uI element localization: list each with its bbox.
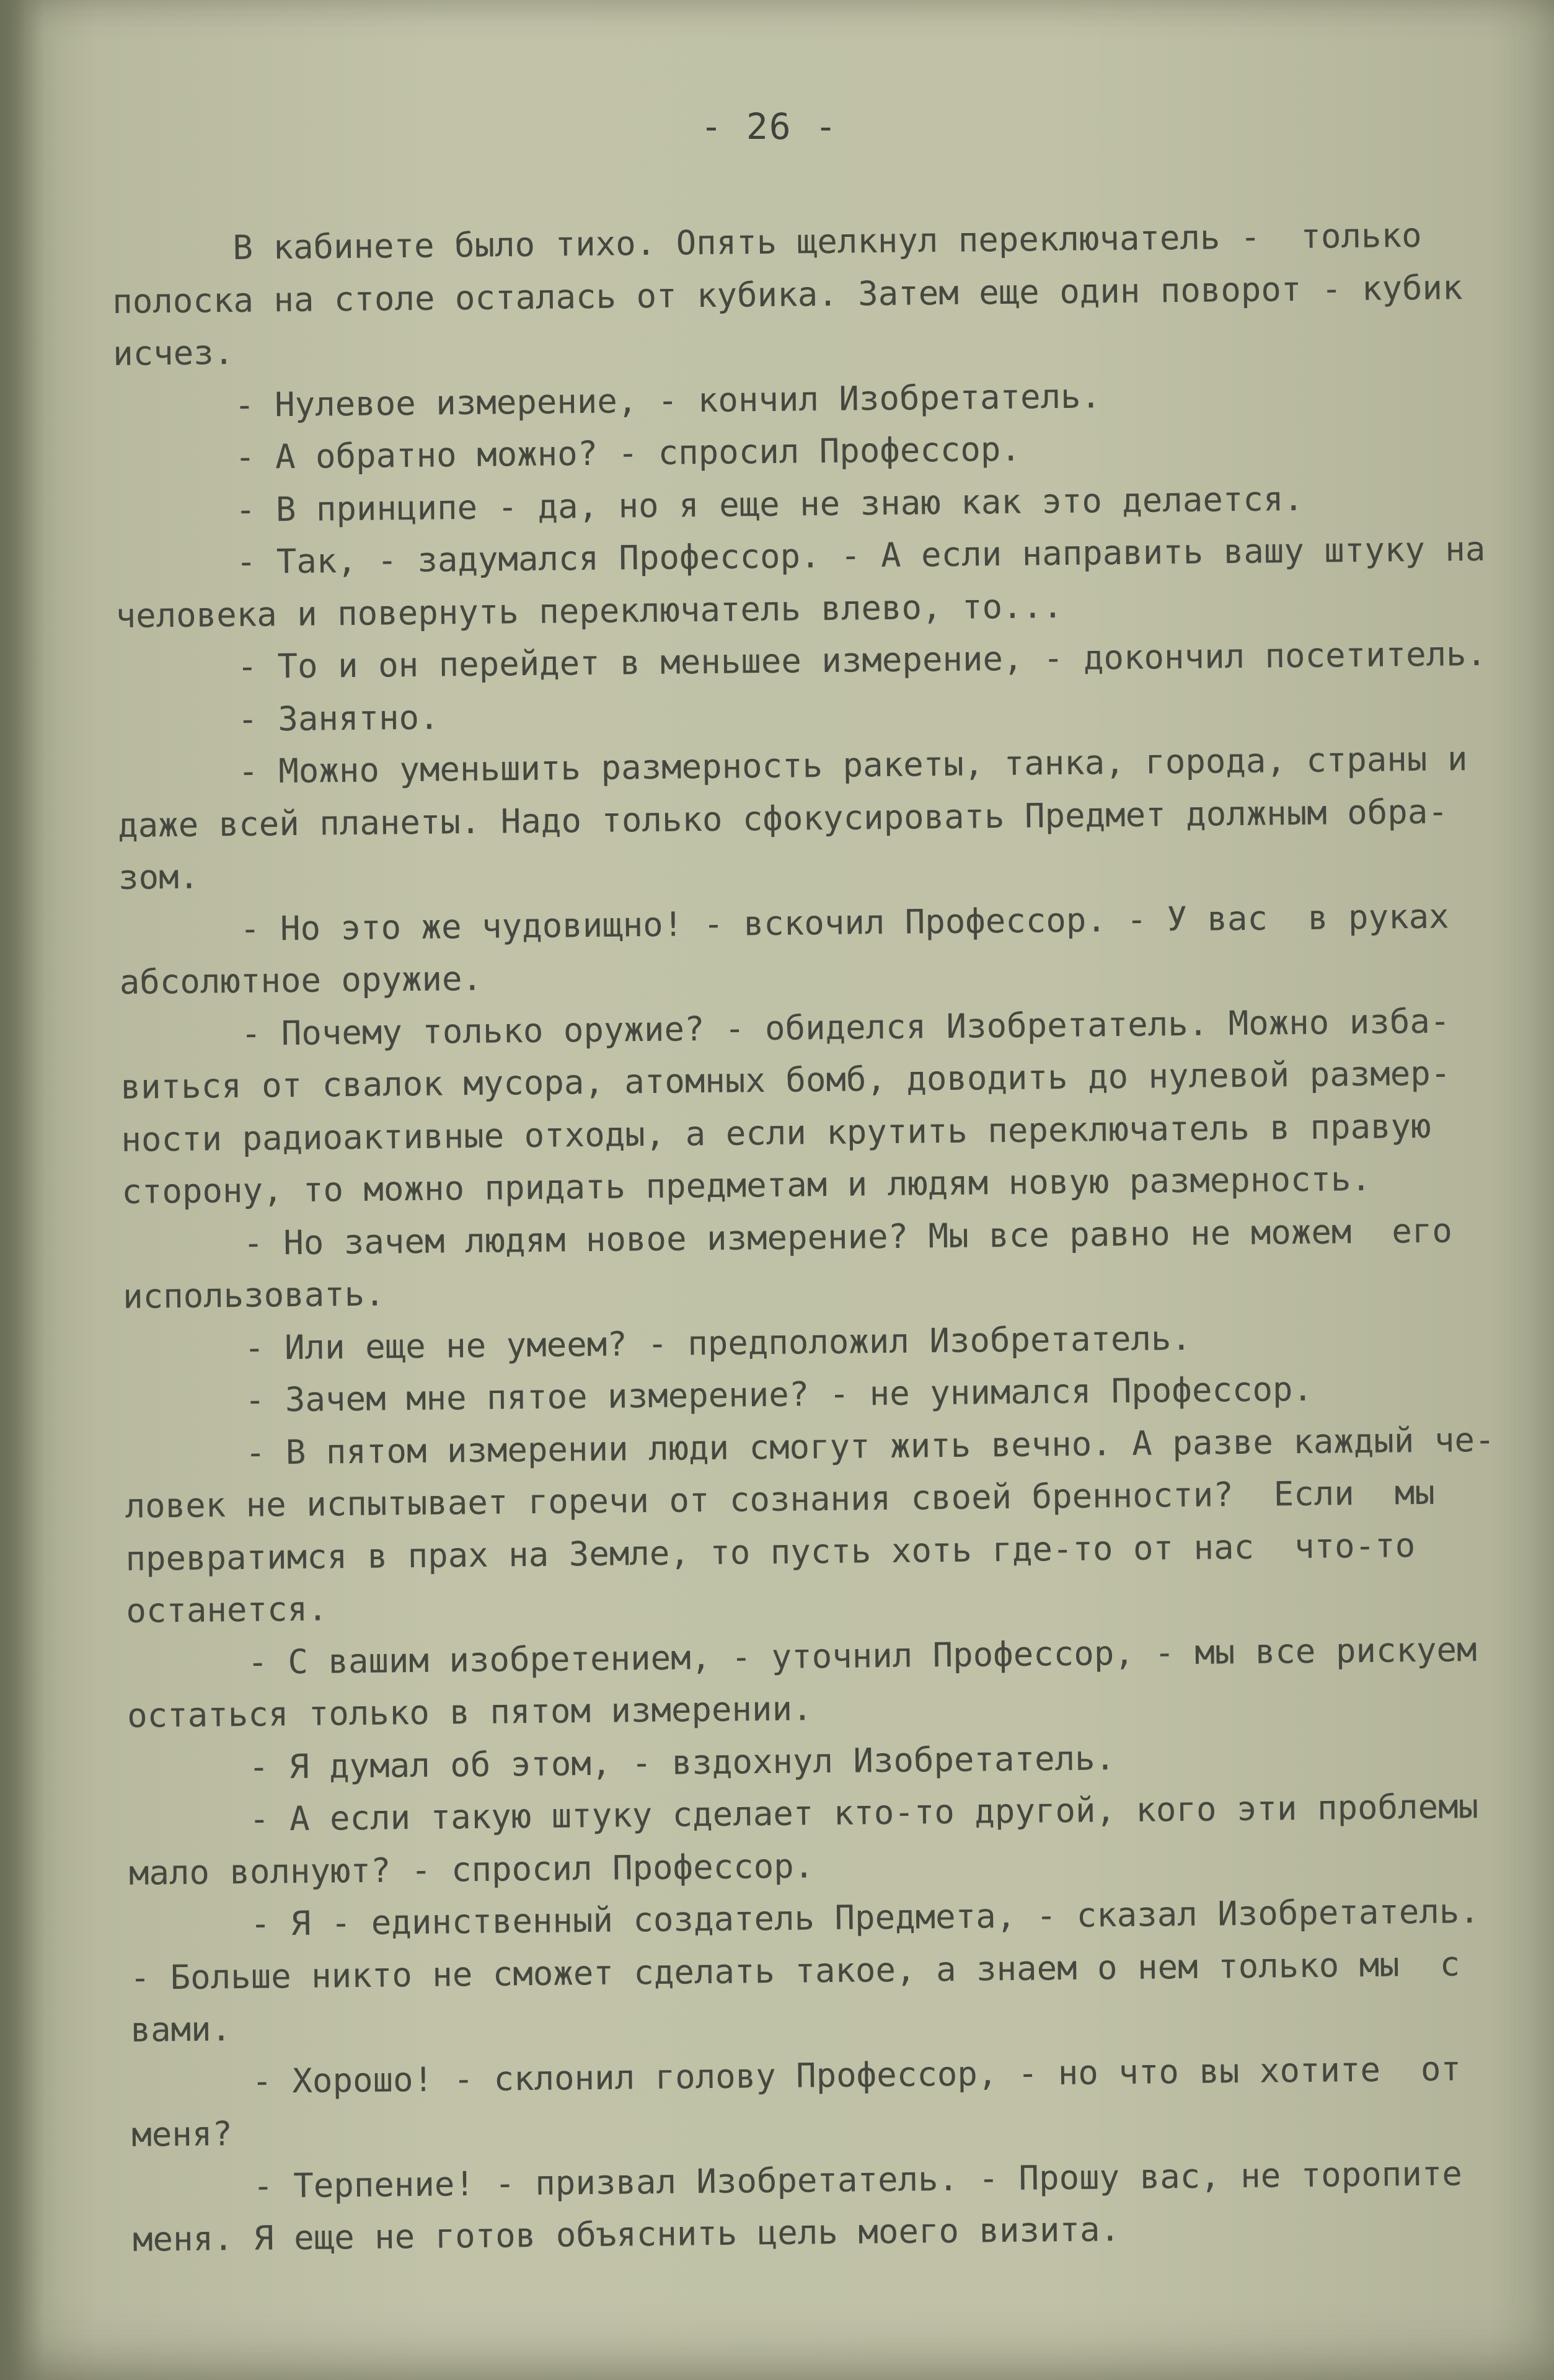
page-number: - 26 -	[700, 105, 838, 148]
text-line: - Хорошо! - склонил голову Профессор, - но что вы хотите от	[131, 2048, 1462, 2102]
text-line: - Я - единственный создатель Предмета, - сказал Изобретатель.	[129, 1891, 1480, 1945]
page-binding-shadow	[0, 0, 43, 2380]
text-line: - Можно уменьшить размерность ракеты, танка, города, страны и	[117, 739, 1468, 792]
text-line: зом.	[118, 857, 200, 897]
text-line: - Больше никто не сможет сделать такое, а знаем о нем только мы с	[130, 1944, 1460, 1997]
text-line: - Но это же чудовищно! - вскочил Профессор. - У вас в руках	[118, 896, 1449, 950]
text-line: превратимся в прах на Земле, то пусть хоть где-то от нас что-то	[125, 1525, 1416, 1578]
text-line: остаться только в пятом измерении.	[126, 1689, 813, 1735]
text-line: человека и повернуть переключатель влево, то...	[115, 586, 1063, 635]
text-line: - В принципе - да, но я еще не знаю как это делается.	[114, 479, 1304, 531]
text-line: - Я думал об этом, - вздохнул Изобретатель.	[127, 1738, 1116, 1788]
text-line: меня?	[131, 2114, 233, 2154]
text-line: - Зачем мне пятое измерение? - не унимался Профессор.	[123, 1369, 1313, 1421]
text-line: ности радиоактивные отходы, а если крутить переключатель в правую	[121, 1106, 1431, 1159]
text-line: - Почему только оружие? - обиделся Изобретатель. Можно изба-	[120, 1001, 1450, 1055]
text-line: мало волнуют? - спросил Профессор.	[128, 1846, 815, 1893]
text-line: абсолютное оружие.	[119, 958, 483, 1002]
text-line: - А если такую штуку сделает кто-то другой, кого эти проблемы	[128, 1787, 1479, 1840]
text-line: - В пятом измерении люди смогут жить вечно. А разве каждый че-	[124, 1420, 1495, 1474]
text-line: исчез.	[112, 332, 234, 373]
text-line: - А обратно можно? - спросил Профессор.	[113, 429, 1022, 478]
text-line: даже всей планеты. Надо только сфокусировать Предмет должным обра-	[117, 791, 1449, 845]
text-line: полоска на столе осталась от кубика. Затем еще один поворот - кубик	[112, 267, 1463, 321]
text-line: меня. Я еще не готов объяснить цель моего визита.	[132, 2210, 1121, 2259]
text-line: - Так, - задумался Профессор. - А если направить вашу штуку на	[115, 529, 1486, 583]
text-line: - Или еще не умеем? - предположил Изобретатель.	[123, 1318, 1192, 1369]
text-line: - Нулевое измерение, - кончил Изобретатель.	[113, 376, 1101, 426]
text-line: вами.	[130, 2009, 232, 2050]
text-line: сторону, то можно придать предметам и людям новую размерность.	[121, 1159, 1372, 1211]
text-line: - Терпение! - призвал Изобретатель. - Прошу вас, не торопите	[131, 2153, 1463, 2207]
body-text	[112, 208, 1540, 2266]
text-line: - С вашим изобретением, - уточнил Профессор, - мы все рискуем	[126, 1629, 1477, 1683]
text-line: - Занятно.	[117, 697, 439, 740]
text-line: останется.	[126, 1589, 328, 1630]
text-line: - То и он перейдет в меньшее измерение, - докончил посетитель.	[116, 634, 1487, 688]
text-line: виться от свалок мусора, атомных бомб, доводить до нулевой размер-	[120, 1053, 1451, 1107]
text-line: В кабинете было тихо. Опять щелкнул переключатель - только	[112, 215, 1422, 268]
text-line: ловек не испытывает горечи от сознания своей бренности? Если мы	[125, 1472, 1436, 1526]
text-line: - Но зачем людям новое измерение? Мы все равно не можем его	[121, 1210, 1453, 1264]
text-line: использовать.	[122, 1274, 386, 1316]
